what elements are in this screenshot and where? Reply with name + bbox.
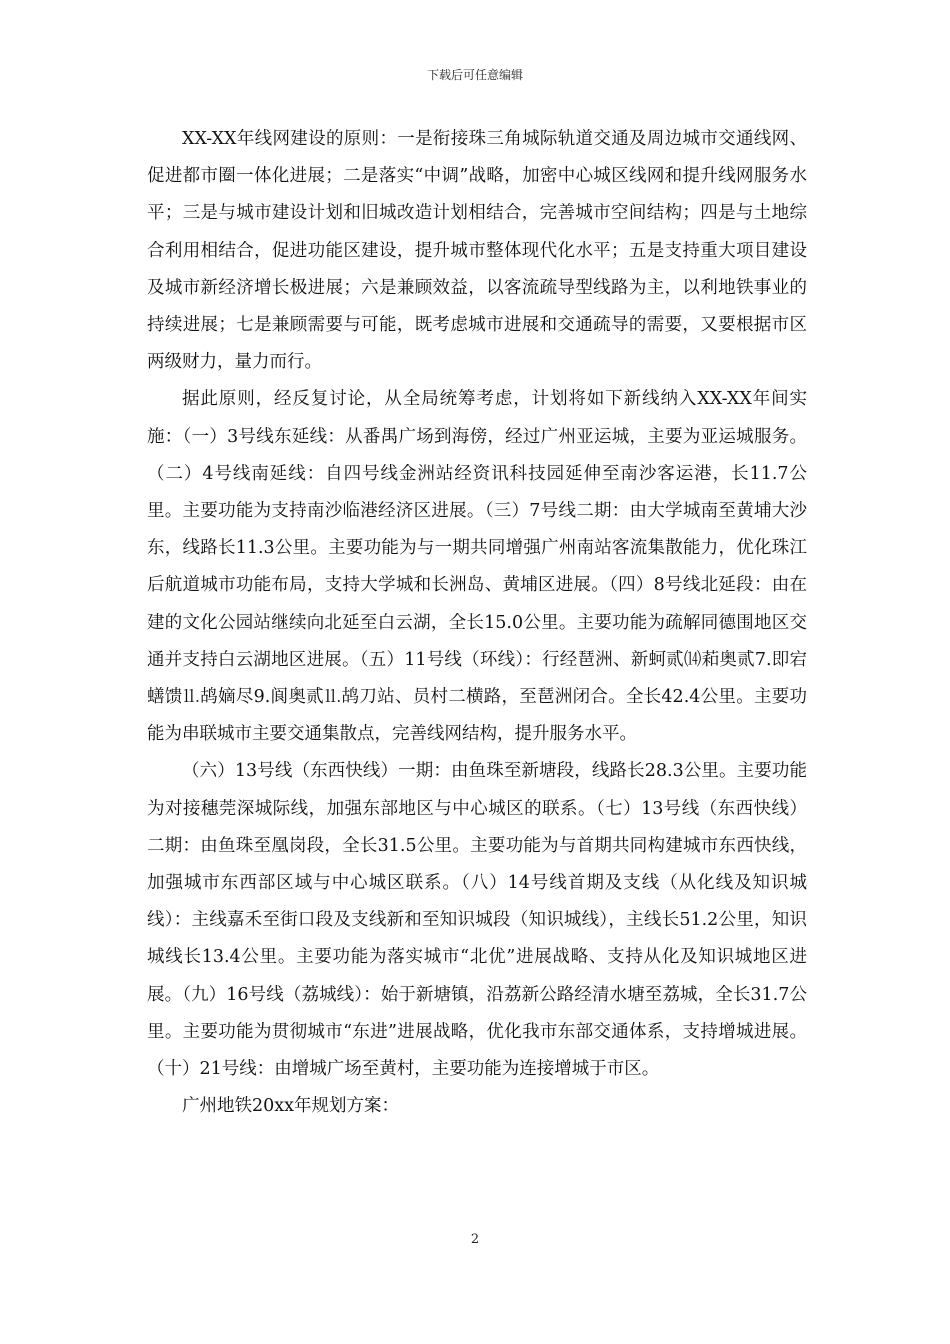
paragraph-plan-heading: 广州地铁20xx年规划方案： <box>182 1096 400 1117</box>
document-body <box>147 121 807 1125</box>
paragraph-new-lines: 据此原则，经反复讨论，从全局统筹考虑，计划将如下新线纳入XX-XX年间实施：（一）3号线东延线：从番禺广场到海傍，经过广州亚运城，主要为亚运城服务。（二）4号线南延线：自四号线金洲站经资讯科技园延伸至南沙客运港，长11.7公里。主要功能为支持南沙临港经济区进展。（三）7号线二期：由大学城南至黄埔大沙东，线路长11.3公里。主要功能为与一期共同增强广州南站客流集散能力，优化珠江后航道城市功能布局，支持大学城和长洲岛、黄埔区进展。（四）8号线北延段：由在建的文化公园站继续向北延至白云湖，全长15.0公里。主要功能为疏解同德围地区交通并支持白云湖地区进展。（五）11号线（环线）：行经琶洲、新蚵贰⒁萂奥贰7.即宕蟮馈⒒鸪嫡尽9.阆奥贰⒒鸪刀站、员村二横路，至琶洲闭合。全长42.4公里。主要功能为串联城市主要交通集散点，完善线网结构，提升服务水平。 <box>147 389 807 745</box>
paragraph-more-lines: （六）13号线（东西快线）一期：由鱼珠至新塘段，线路长28.3公里。主要功能为对接穗莞深城际线，加强东部地区与中心城区的联系。（七）13号线（东西快线）二期：由鱼珠至凰岗段，全长31.5公里。主要功能为与首期共同构建城市东西快线，加强城市东西部区域与中心城区联系。（八）14号线首期及支线（从化线及知识城线）：主线嘉禾至街口段及支线新和至知识城段（知识城线），主线长51.2公里，知识城线长13.4公里。主要功能为落实城市“北优”进展战略、支持从化及知识城地区进展。（九）16号线（荔城线）：始于新塘镇，沿荔新公路经清水塘至荔城，全长31.7公里。主要功能为贯彻城市“东进”进展战略，优化我市东部交通体系，支持增城进展。（十）21号线：由增城广场至黄村，主要功能为连接增城于市区。 <box>147 761 807 1080</box>
page-header: 下载后可任意编辑 <box>426 68 523 82</box>
paragraph-principles: XX-XX年线网建设的原则：一是衔接珠三角城际轨道交通及周边城市交通线网、促进都市圈一体化进展；二是落实“中调”战略，加密中心城区线网和提升线网服务水平；三是与城市建设计划和旧城改造计划相结合，完善城市空间结构；四是与土地综合利用相结合，促进功能区建设，提升城市整体现代化水平；五是支持重大项目建设及城市新经济增长极进展；六是兼顾效益，以客流疏导型线路为主，以利地铁事业的持续进展；七是兼顾需要与可能，既考虑城市进展和交通疏导的需要，又要根据市区两级财力，量力而行。 <box>147 129 807 373</box>
page-number: 2 <box>470 1232 480 1247</box>
